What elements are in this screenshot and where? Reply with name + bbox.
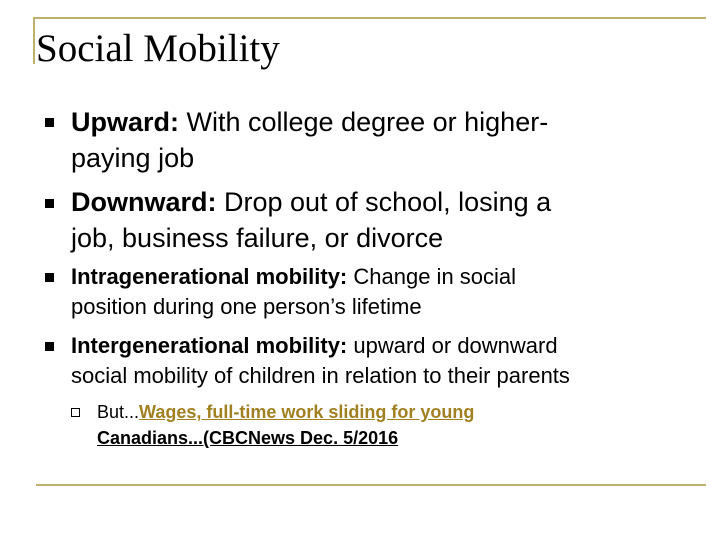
bullet-upward-term: Upward: — [71, 107, 179, 137]
article-link-line1[interactable]: Wages, full-time work sliding for young — [139, 402, 475, 422]
sub-bullet-line2 — [97, 425, 398, 451]
bullet-square-icon — [45, 342, 54, 351]
bullet-upward-line2: paying job — [71, 143, 195, 173]
article-link-line2[interactable]: Canadians...(CBCNews Dec. 5/2016 — [97, 428, 399, 448]
bullet-intragenerational-text: Change in social — [347, 264, 517, 289]
bullet-downward-term: Downward: — [71, 187, 217, 217]
bullet-upward-text: With college degree or higher- — [179, 107, 549, 137]
bullet-upward-line1 — [71, 104, 548, 140]
bullet-downward-line2: job, business failure, or divorce — [71, 223, 444, 253]
bullet-downward-line1 — [71, 184, 551, 220]
sub-bullet-prefix: But... — [97, 402, 140, 422]
bullet-intergenerational-text: upward or downward — [347, 333, 558, 358]
bullet-intergenerational-line2: social mobility of children in relation to their parents — [71, 363, 570, 388]
bullet-square-icon — [45, 118, 54, 127]
bullet-intergenerational-line1 — [71, 331, 558, 361]
bullet-intragenerational-line2: position during one person’s lifetime — [71, 294, 422, 319]
title-rule-horizontal — [33, 17, 706, 19]
sub-bullet-line1 — [97, 399, 474, 425]
title-rule-vertical — [33, 17, 35, 64]
bullet-square-icon — [45, 199, 54, 208]
slide-title: Social Mobility — [36, 27, 280, 70]
bullet-downward-text: Drop out of school, losing a — [216, 187, 552, 217]
bullet-square-icon — [45, 273, 54, 282]
sub-bullet-square-icon — [71, 408, 80, 417]
bullet-intragenerational-term: Intragenerational mobility: — [71, 264, 348, 289]
footer-rule — [36, 484, 706, 486]
bullet-intergenerational-term: Intergenerational mobility: — [71, 333, 348, 358]
bullet-intragenerational-line1 — [71, 262, 516, 292]
